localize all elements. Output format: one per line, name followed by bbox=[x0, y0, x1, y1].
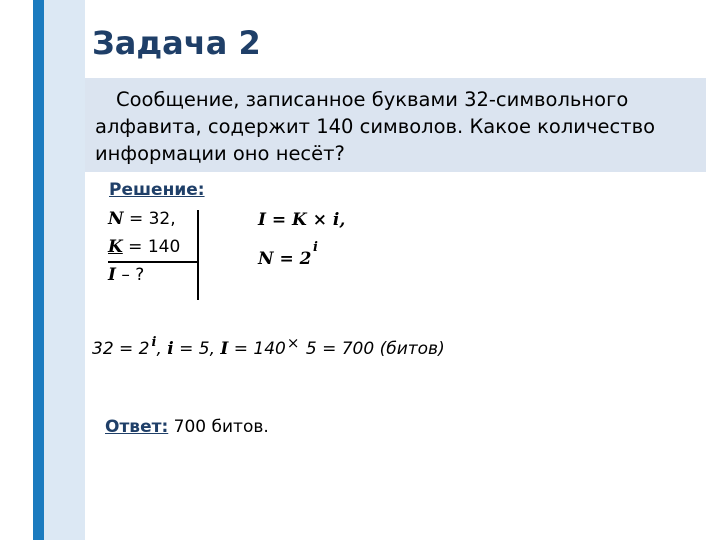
calculation-line bbox=[92, 334, 445, 359]
calc-separator: , bbox=[156, 339, 168, 359]
given-i-value: – ? bbox=[115, 265, 145, 285]
calc-part-2: = 5, bbox=[173, 339, 221, 359]
given-k-var: K bbox=[108, 237, 123, 257]
given-k bbox=[108, 237, 180, 257]
calc-part-4: 5 = 700 (битов) bbox=[300, 339, 445, 359]
given-i-var: I bbox=[108, 265, 116, 285]
task-line-1: Сообщение, записанное буквами 32-символьного bbox=[116, 88, 629, 111]
answer-line bbox=[105, 417, 269, 437]
task-line-2: алфавита, содержит 140 символов. Какое количество bbox=[95, 115, 656, 138]
given-n-var: N bbox=[108, 209, 124, 229]
given-n bbox=[108, 209, 176, 229]
given-n-value: = 32, bbox=[123, 209, 176, 229]
given-k-value: = 140 bbox=[122, 237, 181, 257]
given-i bbox=[108, 265, 144, 285]
left-accent-band bbox=[44, 0, 85, 540]
calc-i-var: i bbox=[167, 339, 174, 359]
calc-part-1: 32 = 2 bbox=[92, 339, 150, 359]
left-accent-bar bbox=[33, 0, 44, 540]
task-line-3: информации оно несёт? bbox=[95, 142, 345, 165]
calc-I-var: I bbox=[220, 339, 229, 359]
given-divider-horizontal bbox=[108, 261, 198, 263]
slide-title: Задача 2 bbox=[92, 24, 261, 62]
task-text bbox=[95, 86, 695, 167]
multiply-icon: × bbox=[286, 334, 300, 352]
formula-information: I = K × i, bbox=[258, 210, 346, 230]
calc-part-3: = 140 bbox=[228, 339, 286, 359]
answer-label: Ответ: bbox=[105, 417, 169, 437]
given-divider-vertical bbox=[197, 210, 199, 300]
solution-label: Решение: bbox=[109, 180, 205, 200]
formula-alphabet: N = 2 bbox=[258, 249, 312, 269]
formula-alphabet-exponent: i bbox=[313, 240, 318, 255]
calc-exponent: i bbox=[151, 335, 157, 350]
answer-value: 700 битов. bbox=[168, 417, 269, 437]
